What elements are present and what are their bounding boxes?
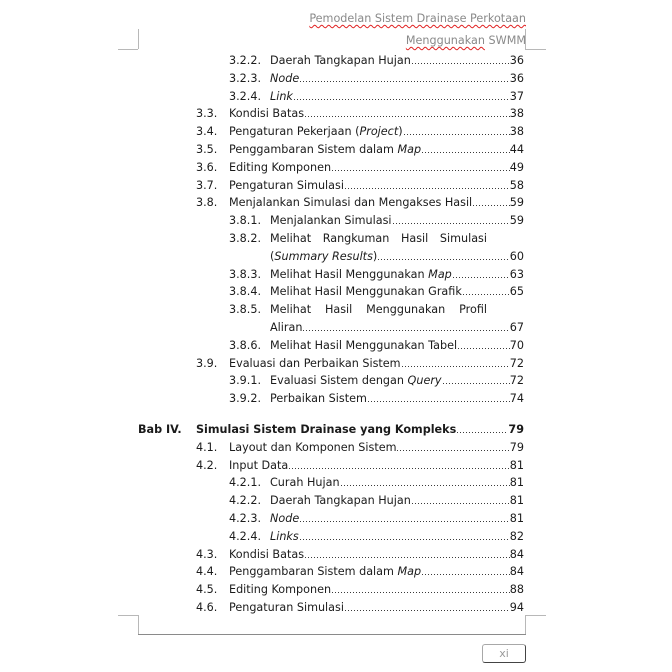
entry-number: 3.8.1. (229, 214, 262, 228)
entry-title-text: Melihat Hasil Menggunakan Tabel (270, 338, 458, 352)
entry-number: 4.2.1. (229, 476, 262, 490)
entry-title (229, 599, 344, 617)
entry-title-text: Node (270, 511, 300, 525)
entry-title (229, 563, 421, 581)
entry-title (270, 474, 340, 492)
entry-body (229, 177, 524, 195)
toc-entry[interactable] (0, 510, 672, 528)
entry-title-text: Input Data (229, 458, 289, 472)
entry-title (229, 546, 304, 564)
entry-title-text: Links (270, 529, 299, 543)
entry-number: 3.7. (196, 178, 218, 192)
entry-body (270, 390, 524, 408)
entry-number: 3.8.6. (229, 338, 262, 352)
entry-body (229, 355, 524, 373)
dot-leader (332, 592, 510, 593)
entry-title-text: Evaluasi dan Perbaikan Sistem (229, 356, 401, 370)
toc-entry-continuation[interactable] (0, 319, 672, 337)
toc-entry[interactable] (0, 123, 672, 141)
entry-number: 3.2.3. (229, 71, 262, 85)
entry-title (229, 355, 401, 373)
entry-title-text: Project (359, 125, 399, 139)
entry-body (229, 194, 524, 212)
footer-divider (138, 634, 526, 635)
header-subtitle-word: Menggunakan (405, 34, 485, 47)
entry-title-text: Penggambaran Sistem dalam (229, 142, 398, 156)
entry-page-number: 81 (509, 494, 524, 508)
dot-leader (458, 348, 510, 349)
entry-title (229, 439, 396, 457)
crop-mark-bottom-right-vertical (525, 615, 526, 634)
entry-title (229, 105, 304, 123)
entry-body (270, 266, 524, 284)
entry-number: 3.2.4. (229, 89, 262, 103)
entry-body (229, 546, 524, 564)
entry-body (270, 212, 524, 230)
entry-title-text: ) (398, 125, 403, 139)
entry-title-text: Node (270, 71, 300, 85)
toc-entry[interactable] (0, 355, 672, 373)
entry-title (270, 528, 299, 546)
entry-page-number: 79 (509, 440, 524, 454)
header-title-text: Pemodelan Sistem Drainase Perkotaan (309, 12, 526, 25)
entry-body (270, 528, 524, 546)
entry-number: 3.9.2. (229, 392, 262, 406)
toc-entry[interactable] (0, 563, 672, 581)
dot-leader (305, 557, 510, 558)
dot-leader (300, 539, 510, 540)
entry-title-text: Layout dan Komponen Sistem (229, 440, 397, 454)
chapter-label: Bab IV. (138, 422, 182, 436)
dot-leader (393, 223, 510, 224)
entry-body (229, 159, 524, 177)
entry-title-text: ( (270, 249, 275, 263)
toc-entry[interactable] (0, 177, 672, 195)
entry-title-text: ) (372, 249, 378, 263)
entry-page-number: 81 (509, 476, 524, 490)
dot-leader (341, 485, 510, 486)
entry-title-text: Map (397, 565, 422, 579)
toc-entry[interactable] (0, 230, 672, 248)
entry-title-line-1: Melihat Hasil Menggunakan Profil (270, 303, 487, 317)
dot-leader (412, 503, 510, 504)
toc-entry[interactable] (0, 474, 672, 492)
entry-title-text: Map (428, 267, 452, 281)
entry-title-text: Daerah Tangkapan Hujan (270, 54, 411, 67)
toc-entry[interactable] (0, 159, 672, 177)
toc-chapter-entry[interactable] (0, 421, 672, 439)
entry-page-number: 58 (509, 178, 524, 192)
dot-leader (332, 170, 510, 171)
dot-leader (463, 294, 510, 295)
entry-title (270, 70, 299, 88)
entry-title-text: Pengaturan Pekerjaan ( (229, 125, 360, 139)
dot-leader (305, 116, 510, 117)
dot-leader (345, 610, 510, 611)
entry-title (270, 492, 411, 510)
entry-page-number: 72 (509, 374, 524, 388)
entry-body (229, 439, 524, 457)
entry-page-number: 88 (509, 583, 524, 597)
entry-page-number: 84 (509, 565, 524, 579)
entry-title-text: Curah Hujan (270, 476, 340, 490)
entry-page-number: 81 (509, 511, 524, 525)
entry-page-number: 49 (509, 160, 524, 174)
toc-entry[interactable] (0, 301, 672, 319)
toc-entry[interactable] (0, 372, 672, 390)
entry-title-text: Editing Komponen (229, 583, 332, 597)
dot-leader (303, 330, 509, 331)
entry-title-text: Daerah Tangkapan Hujan (270, 494, 411, 508)
entry-body (270, 474, 524, 492)
toc-entry[interactable] (0, 337, 672, 355)
entry-title-text: Penggambaran Sistem dalam (229, 565, 398, 579)
entry-page-number: 36 (509, 54, 524, 67)
entry-title (229, 581, 331, 599)
entry-title (270, 88, 293, 106)
page-number-box (482, 644, 526, 663)
entry-number: 4.4. (196, 565, 218, 579)
entry-title (270, 248, 377, 266)
entry-number: 4.2. (196, 458, 218, 472)
entry-page-number: 44 (509, 142, 524, 156)
entry-page-number: 59 (509, 214, 524, 228)
toc-entry[interactable] (0, 457, 672, 475)
entry-body (270, 248, 524, 266)
entry-title (270, 283, 462, 301)
entry-title-text: Melihat Hasil Menggunakan (270, 267, 429, 281)
dot-leader (404, 134, 510, 135)
entry-number: 3.5. (196, 142, 218, 156)
dot-leader (422, 574, 510, 575)
entry-title-text: Editing Komponen (229, 160, 332, 174)
entry-page-number: 37 (509, 89, 524, 103)
toc-entry[interactable] (0, 283, 672, 301)
entry-page-number: 38 (509, 107, 524, 121)
entry-title (229, 177, 344, 195)
running-header-line-1 (309, 12, 526, 26)
entry-number: 3.9. (196, 356, 218, 370)
crop-mark-top-left-vertical (138, 29, 139, 49)
entry-title-text: Query (407, 374, 442, 388)
entry-body (270, 510, 524, 528)
entry-number: 3.9.1. (229, 374, 262, 388)
toc-entry[interactable] (0, 105, 672, 123)
toc-entry[interactable] (0, 194, 672, 212)
dot-leader (289, 468, 510, 469)
dot-leader (345, 188, 510, 189)
entry-body (196, 421, 524, 439)
entry-title-text: Map (397, 142, 422, 156)
toc-entry[interactable] (0, 492, 672, 510)
chapter-title: Simulasi Sistem Drainase yang Kompleks (196, 422, 457, 436)
entry-number: 4.5. (196, 583, 218, 597)
toc-entry[interactable] (0, 141, 672, 159)
entry-title-text: Menjalankan Simulasi (270, 214, 392, 228)
dot-leader (378, 259, 509, 260)
entry-title (270, 390, 367, 408)
toc-entry[interactable] (0, 70, 672, 88)
entry-number: 3.8.5. (229, 303, 262, 317)
entry-title-text: Summary Results (274, 249, 373, 263)
crop-mark-top-right-horizontal (525, 49, 546, 50)
entry-title-text: Aliran (270, 320, 303, 334)
entry-body (229, 599, 524, 617)
crop-mark-top-right-vertical (525, 29, 526, 49)
dot-leader (412, 63, 510, 64)
entry-number: 3.8.4. (229, 285, 262, 299)
entry-body (270, 372, 524, 390)
entry-number: 4.1. (196, 440, 218, 454)
dot-leader (422, 152, 510, 153)
toc-entry[interactable] (0, 212, 672, 230)
entry-number: 4.6. (196, 600, 218, 614)
entry-title-text: Kondisi Batas (229, 107, 305, 121)
entry-title (270, 212, 392, 230)
entry-page-number: 82 (509, 529, 524, 543)
entry-body (270, 492, 524, 510)
entry-title (270, 510, 299, 528)
page-number-label: xi (499, 647, 509, 660)
dot-leader (402, 366, 510, 367)
toc-entry[interactable] (0, 52, 672, 70)
entry-body (270, 319, 524, 337)
entry-page-number: 63 (509, 267, 524, 281)
entry-body (270, 337, 524, 355)
entry-page-number: 74 (509, 392, 524, 406)
entry-number: 4.2.3. (229, 511, 262, 525)
entry-title (229, 194, 472, 212)
toc-entry[interactable] (0, 88, 672, 106)
dot-leader (443, 383, 510, 384)
dot-leader (453, 277, 510, 278)
entry-number: 4.3. (196, 547, 218, 561)
entry-title-text: Melihat Hasil Menggunakan Grafik (270, 285, 462, 299)
header-subtitle-word: SWMM (488, 34, 526, 47)
dot-leader (457, 432, 508, 433)
table-of-contents (0, 52, 672, 617)
entry-body (229, 141, 524, 159)
entry-page-number: 84 (509, 547, 524, 561)
entry-body (229, 105, 524, 123)
entry-title-text: Perbaikan Sistem (270, 392, 367, 406)
entry-title (229, 141, 421, 159)
dot-leader (300, 521, 510, 522)
entry-title (229, 457, 288, 475)
toc-entry[interactable] (0, 599, 672, 617)
entry-title-text: Link (270, 89, 293, 103)
entry-number: 3.8.2. (229, 231, 262, 245)
toc-entry-continuation[interactable] (0, 248, 672, 266)
running-header-line-2 (406, 34, 526, 48)
entry-page-number: 81 (509, 458, 524, 472)
entry-page-number: 65 (509, 285, 524, 299)
entry-page-number: 67 (509, 320, 524, 334)
entry-title-line-1: Melihat Rangkuman Hasil Simulasi (270, 231, 487, 245)
entry-title-text: Evaluasi Sistem dengan (270, 374, 408, 388)
entry-page-number: 36 (509, 71, 524, 85)
entry-page-number: 72 (509, 356, 524, 370)
toc-entry[interactable] (0, 390, 672, 408)
entry-body (229, 123, 524, 141)
dot-leader (300, 81, 510, 82)
entry-body (270, 88, 524, 106)
entry-body (270, 52, 524, 70)
crop-mark-bottom-left-vertical (138, 615, 139, 634)
entry-page-number: 70 (509, 338, 524, 352)
dot-leader (397, 450, 509, 451)
entry-title (270, 337, 457, 355)
entry-number: 3.8. (196, 196, 218, 210)
entry-number: 4.2.2. (229, 494, 262, 508)
entry-title-text: Pengaturan Simulasi (229, 178, 344, 192)
entry-page-number: 60 (509, 249, 524, 263)
chapter-page-number: 79 (508, 422, 524, 436)
toc-entry[interactable] (0, 546, 672, 564)
entry-number: 3.8.3. (229, 267, 262, 281)
entry-title (270, 52, 411, 70)
dot-leader (294, 99, 510, 100)
entry-number: 3.6. (196, 160, 218, 174)
entry-title (270, 319, 302, 337)
toc-entry[interactable] (0, 266, 672, 284)
entry-page-number: 59 (509, 196, 524, 210)
entry-title (229, 159, 331, 177)
toc-entry[interactable] (0, 581, 672, 599)
entry-title (229, 123, 403, 141)
entry-title-text: Pengaturan Simulasi (229, 600, 344, 614)
entry-number: 4.2.4. (229, 529, 262, 543)
entry-body (229, 457, 524, 475)
entry-body (270, 70, 524, 88)
entry-title (270, 266, 452, 284)
crop-mark-top-left-horizontal (118, 49, 138, 50)
entry-page-number: 94 (509, 600, 524, 614)
entry-number: 3.4. (196, 125, 218, 139)
entry-body (229, 563, 524, 581)
entry-title-text: Kondisi Batas (229, 547, 305, 561)
toc-entry[interactable] (0, 528, 672, 546)
entry-body (229, 581, 524, 599)
entry-title (270, 372, 442, 390)
entry-number: 3.2.2. (229, 54, 262, 67)
toc-entry[interactable] (0, 439, 672, 457)
entry-title-text: Menjalankan Simulasi dan Mengakses Hasil (229, 196, 473, 210)
entry-number: 3.3. (196, 107, 218, 121)
entry-body (270, 283, 524, 301)
entry-page-number: 38 (509, 125, 524, 139)
dot-leader (368, 401, 510, 402)
dot-leader (473, 205, 510, 206)
